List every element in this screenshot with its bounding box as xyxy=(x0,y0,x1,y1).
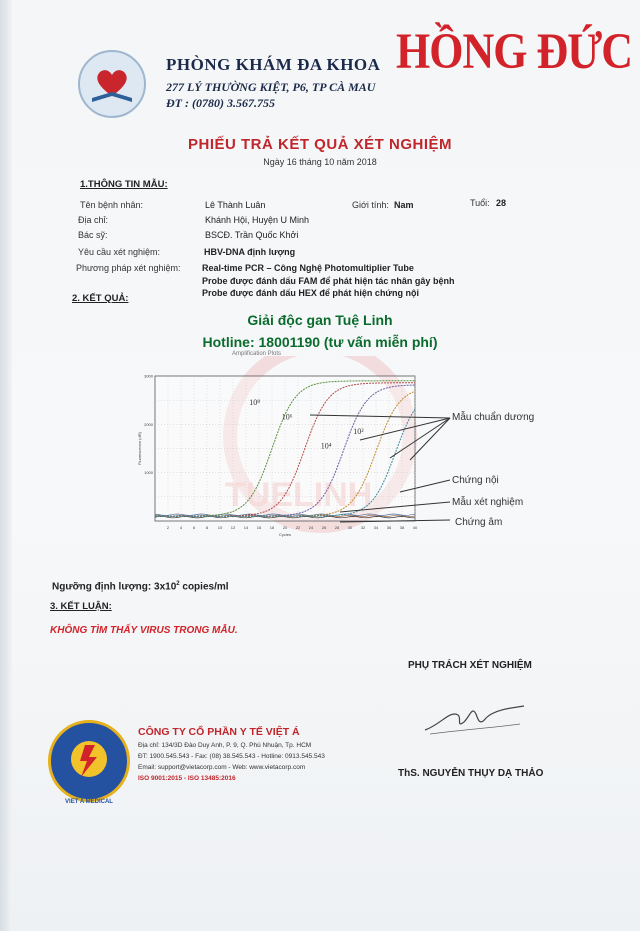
clinic-logo-icon xyxy=(78,50,146,118)
gender-value: Nam xyxy=(394,200,414,210)
viet-a-logo-icon xyxy=(48,720,130,802)
patient-label: Tên bệnh nhân: xyxy=(80,200,144,210)
company-email: Email: support@vietacorp.com - Web: www.vietacorp.com xyxy=(138,764,306,771)
series-label: 10⁴ xyxy=(320,441,332,451)
x-tick-label: 16 xyxy=(256,525,262,530)
x-tick-label: 22 xyxy=(295,525,301,530)
company-address: Địa chỉ: 134/3D Đào Duy Anh, P. 9, Q. Phú Nhuận, Tp. HCM xyxy=(138,742,312,749)
method-line-1: Real-time PCR – Công Nghệ Photomultiplier Tube xyxy=(202,263,414,273)
series-label: 10⁸ xyxy=(249,398,261,407)
threshold-text xyxy=(52,581,229,592)
x-axis-label: Cycles xyxy=(278,532,292,537)
x-tick-label: 40 xyxy=(412,525,418,530)
annotation-sample: Mẫu xét nghiệm xyxy=(452,497,524,508)
x-tick-label: 4 xyxy=(179,525,183,530)
signer-name: ThS. NGUYỄN THỤY DẠ THẢO xyxy=(398,768,544,779)
y-tick-label: 3000 xyxy=(144,373,153,379)
gender-label: Giới tính: xyxy=(352,200,389,210)
clinic-name: PHÒNG KHÁM ĐA KHOA xyxy=(166,55,381,74)
x-tick-label: 34 xyxy=(373,525,379,530)
company-contact: ĐT: 1900.545.543 - Fax: (08) 38.545.543 - Hotline: 0913.545.543 xyxy=(138,753,325,760)
annotation-internal: Chứng nội xyxy=(452,475,499,486)
section-info-title: 1.THÔNG TIN MẪU: xyxy=(80,179,168,190)
address-value: Khánh Hội, Huyện U Minh xyxy=(205,215,310,225)
x-tick-label: 12 xyxy=(230,525,236,530)
x-tick-label: 18 xyxy=(269,525,275,530)
report-date: Ngày 16 tháng 10 năm 2018 xyxy=(263,157,377,167)
series-label: 10² xyxy=(353,427,364,436)
patient-value: Lê Thành Luân xyxy=(205,200,266,210)
x-tick-label: 30 xyxy=(347,525,353,530)
age-label: Tuổi: xyxy=(470,198,490,208)
x-tick-label: 38 xyxy=(399,525,405,530)
annotation-standards: Mẫu chuẩn dương xyxy=(452,412,535,423)
annotation-arrows xyxy=(300,400,460,530)
address-label: Địa chỉ: xyxy=(78,215,109,225)
x-tick-label: 20 xyxy=(282,525,288,530)
company-cert: ISO 9001:2015 - ISO 13485:2016 xyxy=(138,775,236,782)
conclusion-text: KHÔNG TÌM THẤY VIRUS TRONG MẪU. xyxy=(50,625,238,636)
age-value: 28 xyxy=(496,198,507,208)
section-conclusion-title: 3. KẾT LUẬN: xyxy=(50,601,112,612)
annotation-negative: Chứng âm xyxy=(455,517,503,528)
threshold-label: Ngưỡng định lượng: 3x10 xyxy=(52,581,177,593)
company-name: CÔNG TY CỔ PHẦN Y TẾ VIỆT Á xyxy=(138,726,300,738)
x-tick-label: 28 xyxy=(334,525,340,530)
request-value: HBV-DNA định lượng xyxy=(204,247,296,257)
clinic-address: 277 LÝ THƯỜNG KIỆT, P6, TP CÀ MAU xyxy=(166,80,376,94)
x-tick-label: 24 xyxy=(308,525,314,530)
x-tick-label: 10 xyxy=(217,525,223,530)
threshold-exponent: 2 xyxy=(176,581,180,587)
signature-title: PHỤ TRÁCH XÉT NGHIỆM xyxy=(408,660,532,671)
x-tick-label: 14 xyxy=(243,525,249,530)
chart-title: Amplification Plots xyxy=(232,351,282,357)
y-axis-label: Fluorescence (dR) xyxy=(137,432,142,465)
signature-scribble-icon xyxy=(420,700,530,740)
x-tick-label: 32 xyxy=(360,525,366,530)
threshold-unit: copies/ml xyxy=(179,581,229,593)
x-tick-label: 26 xyxy=(321,525,327,530)
section-result-title: 2. KẾT QUẢ: xyxy=(72,293,129,304)
y-tick-label: 2000 xyxy=(144,421,153,427)
x-tick-label: 6 xyxy=(192,525,196,530)
viet-a-logo-text: VIET A MEDICAL xyxy=(65,799,113,805)
doctor-value: BSCĐ. Trần Quốc Khởi xyxy=(205,230,299,240)
promo-line-1: Giải độc gan Tuệ Linh xyxy=(247,312,393,328)
report-title: PHIẾU TRẢ KẾT QUẢ XÉT NGHIỆM xyxy=(187,136,452,153)
clinic-phone: ĐT : (0780) 3.567.755 xyxy=(166,96,275,110)
request-label: Yêu cầu xét nghiệm: xyxy=(78,247,161,257)
series-label: 10⁶ xyxy=(281,412,293,422)
doctor-label: Bác sỹ: xyxy=(78,230,108,240)
x-tick-label: 8 xyxy=(205,525,209,530)
x-tick-label: 2 xyxy=(166,525,170,530)
y-tick-label: 1000 xyxy=(144,470,153,476)
method-label: Phương pháp xét nghiệm: xyxy=(76,263,181,273)
x-tick-label: 36 xyxy=(386,525,392,530)
method-line-2: Probe được đánh dấu FAM để phát hiện tác nhân gây bệnh xyxy=(202,276,455,286)
clinic-brand: HỒNG ĐỨC xyxy=(396,23,633,80)
promo-line-2: Hotline: 18001190 (tư vấn miễn phí) xyxy=(202,334,438,350)
method-line-3: Probe được đánh dấu HEX để phát hiện chứng nội xyxy=(202,288,419,298)
